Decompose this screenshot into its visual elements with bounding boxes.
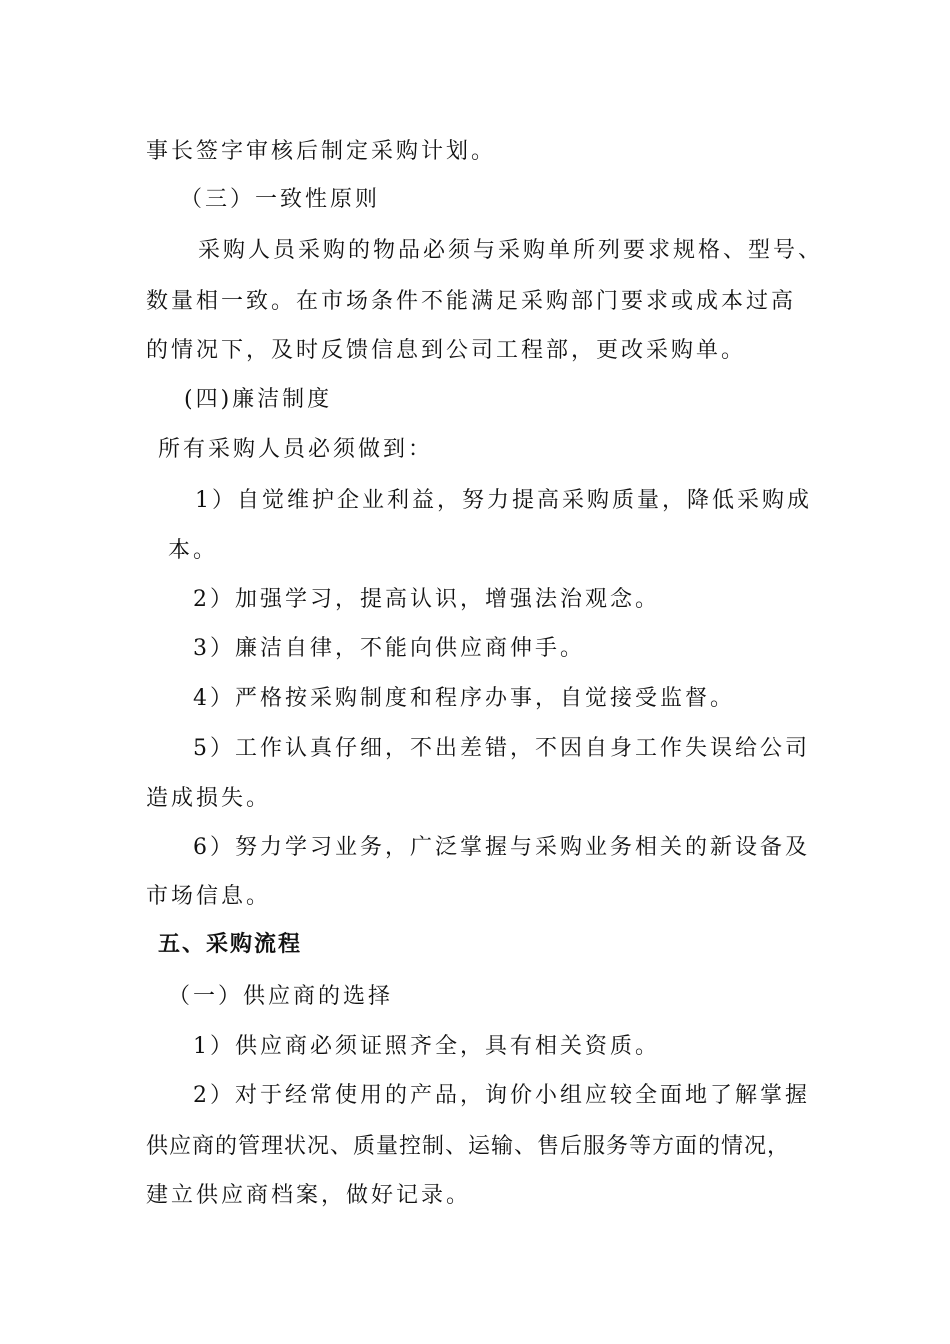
section-heading: （一）供应商的选择 [168, 984, 394, 1009]
list-item: 5）工作认真仔细，不出差错，不因自身工作失误给公司 [193, 736, 810, 761]
list-item: 1）自觉维护企业利益，努力提高采购质量，降低采购成 [195, 488, 812, 513]
paragraph-line: 数量相一致。在市场条件不能满足采购部门要求或成本过高 [146, 289, 797, 314]
chapter-heading: 五、采购流程 [158, 932, 303, 957]
list-item: 2）对于经常使用的产品，询价小组应较全面地了解掌握 [193, 1083, 810, 1108]
list-item: 2）加强学习，提高认识，增强法治观念。 [193, 587, 660, 612]
list-item-continuation: 本。 [168, 538, 219, 563]
list-item: 3）廉洁自律，不能向供应商伸手。 [193, 636, 585, 661]
list-item: 1）供应商必须证照齐全，具有相关资质。 [193, 1034, 660, 1059]
paragraph-line: 事长签字审核后制定采购计划。 [146, 139, 497, 164]
section-heading: （三）一致性原则 [180, 187, 381, 212]
paragraph-line: 的情况下，及时反馈信息到公司工程部，更改采购单。 [146, 338, 747, 363]
list-item: 4）严格按采购制度和程序办事，自觉接受监督。 [193, 686, 735, 711]
paragraph-line: 所有采购人员必须做到： [158, 437, 434, 462]
list-item-continuation: 造成损失。 [146, 786, 272, 811]
list-item-continuation: 建立供应商档案，做好记录。 [146, 1183, 472, 1208]
list-item-continuation: 供应商的管理状况、质量控制、运输、售后服务等方面的情况， [146, 1134, 791, 1159]
list-item-continuation: 市场信息。 [146, 884, 272, 909]
paragraph-line: 采购人员采购的物品必须与采购单所列要求规格、型号、 [198, 238, 824, 263]
section-heading: (四)廉洁制度 [184, 387, 333, 412]
list-item: 6）努力学习业务，广泛掌握与采购业务相关的新设备及 [193, 835, 810, 860]
